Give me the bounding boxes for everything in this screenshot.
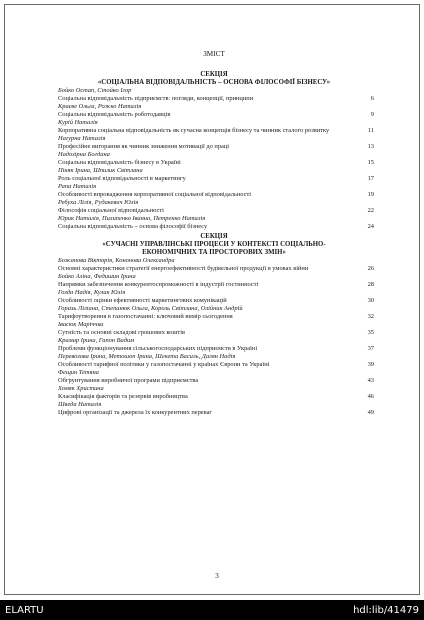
toc-entry-title: Соціальна відповідальність бізнесу в Україні: [58, 159, 181, 166]
toc-entry-authors: Божанова Вікторія, Кононова Олександра: [58, 257, 175, 264]
toc-entry-page: 30: [367, 297, 374, 304]
toc-entry: [58, 183, 374, 199]
toc-entry-page: 32: [367, 313, 374, 320]
table-of-contents: [58, 50, 374, 417]
toc-entry-page: 15: [367, 159, 374, 166]
toc-entry-page: 6: [370, 95, 374, 102]
section-1-heading: [58, 71, 370, 87]
toc-entry: [58, 103, 374, 119]
section-1-label: СЕКЦІЯ: [200, 71, 228, 78]
toc-entry: [58, 215, 374, 231]
toc-entry-authors: Перевозова Ірина, Метошоп Ірина, Шекета Василь, Далян Надія: [58, 353, 236, 360]
toc-entry-authors: Гозда Надія, Кулик Юлія: [58, 289, 126, 296]
toc-entry: [58, 369, 374, 385]
toc-entry-page: 37: [367, 345, 374, 352]
toc-entry-authors: Курій Наталія: [58, 119, 98, 126]
toc-entry-page: 17: [367, 175, 374, 182]
toc-entry-title: Професійне вигорання як чинник зниження мотивації до праці: [58, 143, 230, 150]
toc-entry-authors: Нагурна Наталія: [58, 135, 106, 142]
toc-entry: [58, 305, 374, 321]
section-2-title-line1: «СУЧАСНІ УПРАВЛІНСЬКІ ПРОЦЕСИ У КОНТЕКСТІ СОЦІАЛЬНО-: [102, 241, 326, 248]
section-2-title-line2: ЕКОНОМІЧНИХ ТА ПРОСТОРОВИХ ЗМІН»: [142, 249, 286, 256]
toc-entry-title: Класифікація факторів та резервів виробництва: [58, 393, 188, 400]
section-1-entries: [58, 87, 374, 231]
toc-entry: [58, 119, 374, 135]
toc-entry: [58, 273, 374, 289]
section-2-entries: [58, 257, 374, 417]
toc-entry-page: 46: [367, 393, 374, 400]
page-number: 3: [215, 572, 219, 580]
toc-entry-page: 26: [367, 265, 374, 272]
toc-entry-page: 35: [367, 329, 374, 336]
toc-entry: [58, 87, 374, 103]
toc-entry-title: Цифрові організації та джерела їх конкурентних переваг: [58, 409, 213, 416]
toc-entry: [58, 199, 374, 215]
toc-entry-authors: Бойко Остап, Стойко Ігор: [58, 87, 132, 94]
toc-entry-page: 39: [367, 361, 374, 368]
toc-entry-title: Соціальна відповідальність – основа філософії бізнесу: [58, 223, 208, 230]
toc-entry: [58, 337, 374, 353]
toc-entry: [58, 353, 374, 369]
toc-entry-authors: Надозірна Богдана: [58, 151, 110, 158]
toc-entry-title: Особливості оцінки ефективності маркетингових комунікацій: [58, 297, 227, 304]
toc-entry-authors: Хомяк Христина: [58, 385, 104, 392]
toc-entry: [58, 401, 374, 417]
toc-title: ЗМІСТ: [203, 50, 225, 58]
toc-entry-authors: Крамар Ірина, Гапон Вадим: [58, 337, 135, 344]
toc-entry-title: Корпоративна соціальна відповідальність як сучасна концепція бізнесу та чинник сталого розвитку: [58, 127, 330, 134]
toc-entry-page: 11: [367, 127, 374, 134]
toc-entry-page: 19: [367, 191, 374, 198]
toc-entry-title: Проблеми функціонування сільськогосподарських підприємств в Україні: [58, 345, 258, 352]
section-2-label: СЕКЦІЯ: [200, 233, 228, 240]
toc-entry-authors: Івасюк Маріччка: [58, 321, 104, 328]
toc-entry: [58, 151, 374, 167]
toc-entry: [58, 321, 374, 337]
toc-entry-title: Особливості впровадження корпоративної соціальної відповідальності: [58, 191, 252, 198]
toc-entry-title: Філософія соціальної відповідальності: [58, 207, 164, 214]
toc-entry-authors: Юрик Наталія, Пилипенко Іванна, Петренко Наталія: [58, 215, 206, 222]
toc-entry: [58, 289, 374, 305]
toc-entry-page: 49: [367, 409, 374, 416]
toc-entry-title: Сутність та основні складові грошових коштів: [58, 329, 185, 336]
toc-entry: [58, 385, 374, 401]
toc-entry-title: Роль соціальної відповідальності в маркетингу: [58, 175, 186, 182]
document-page: [4, 4, 420, 595]
toc-entry-authors: Краєве Ольга, Рожко Наталія: [58, 103, 142, 110]
toc-entry: [58, 135, 374, 151]
toc-entry-title: Напрямки забезпечення конкурентоспроможності в індустрії гостинності: [58, 281, 259, 288]
toc-entry-title: Соціальна відповідальність роботодавців: [58, 111, 171, 118]
toc-entry-title: Особливості тарифної політики у газопостачанні у країнах Європи та Україні: [58, 361, 270, 368]
toc-entry: [58, 257, 374, 273]
footer-repository-name: ELARTU: [5, 605, 44, 616]
toc-entry-page: 43: [367, 377, 374, 384]
toc-entry: [58, 167, 374, 183]
toc-entry-authors: Горазь Ліліана, Степанюк Ольга, Король Світлана, Олійник Андрій: [58, 305, 243, 312]
toc-entry-title: Тарифоутворення в газопостачанні: ключовий вимір сьогодення: [58, 313, 233, 320]
toc-entry-page: 24: [367, 223, 374, 230]
toc-entry-page: 22: [367, 207, 374, 214]
footer-bar: [0, 600, 424, 620]
toc-entry-page: 13: [367, 143, 374, 150]
section-2-heading: [58, 233, 370, 257]
toc-entry-authors: Рапа Наталія: [58, 183, 97, 190]
toc-entry-authors: Шведа Наталія: [58, 401, 102, 408]
toc-entry-authors: Фещин Тетяна: [58, 369, 99, 376]
toc-entry-authors: Бойко Аліна, Федишин Ірина: [58, 273, 136, 280]
toc-entry-title: Основні характеристики стратегії енергоефективності будівельної продукції в умовах війни: [58, 265, 309, 272]
toc-entry-title: Соціальна відповідальність підприємств: погляди, концепції, принципи: [58, 95, 254, 102]
toc-entry-page: 28: [367, 281, 374, 288]
section-1-title: «СОЦІАЛЬНА ВІДПОВІДАЛЬНІСТЬ – ОСНОВА ФІЛОСОФІЇ БІЗНЕСУ»: [97, 79, 331, 86]
footer-handle: hdl:lib/41479: [353, 605, 419, 616]
toc-entry-page: 9: [370, 111, 374, 118]
toc-entry-title: Обгрунтування виробничої програми підприємства: [58, 377, 199, 384]
toc-entry-authors: Ребуха Лілія, Рудакевич Юлія: [58, 199, 139, 206]
toc-entry-authors: Піняк Ірина, Шпилик Світлана: [58, 167, 143, 174]
